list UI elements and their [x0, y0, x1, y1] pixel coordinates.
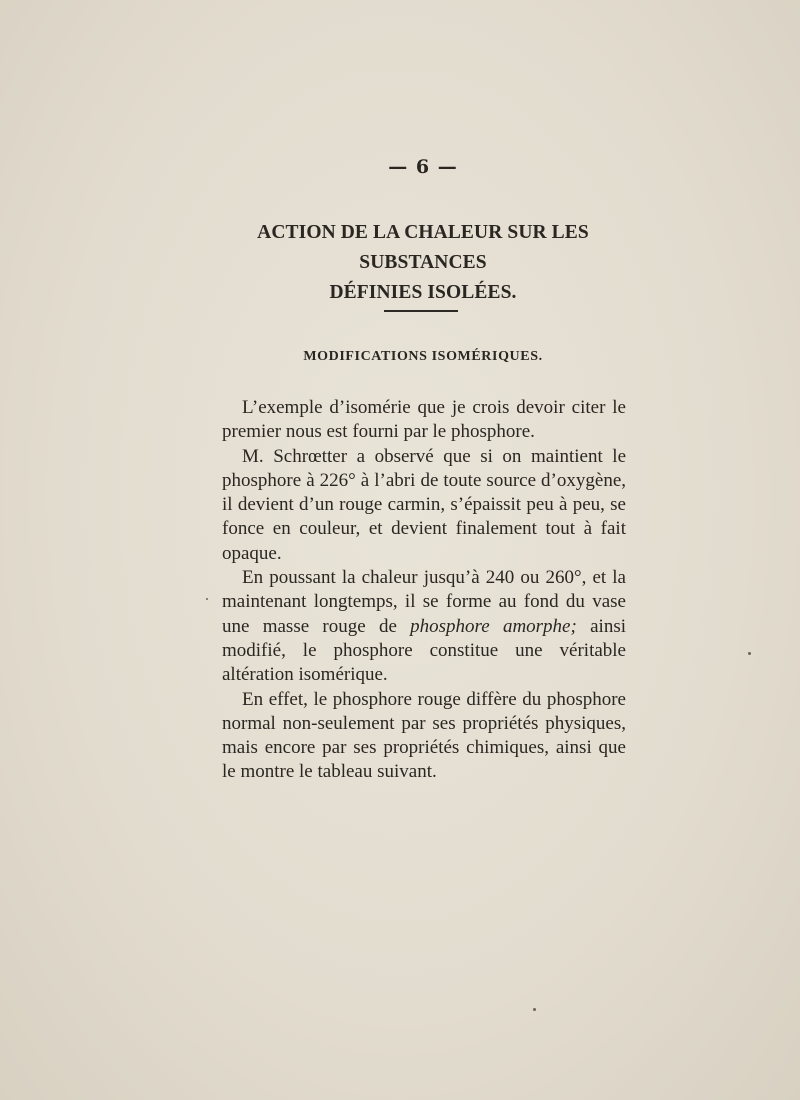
paragraph-3-text-start: En poussant la chaleur jusqu’à 240 ou 260°, et la maintenant longtemps, il se forme au fond du vase une masse rouge de: [222, 567, 626, 637]
section-heading: MODIFICATIONS ISOMÉRIQUES.: [303, 349, 543, 364]
paragraph-1: L’exemple d’isomérie que je crois devoir citer le premier nous est fourni par le phosphore.: [222, 397, 626, 443]
chapter-title-line-2: DÉFINIES ISOLÉES.: [329, 282, 517, 303]
section-divider: [384, 310, 458, 312]
paper-speck: [206, 598, 208, 600]
paragraph-4: En effet, le phosphore rouge diffère du phosphore normal non-seulement par ses propriétés physiques, mais encore par ses propriétés chimiques, ainsi que le montre le tableau suivant.: [222, 688, 626, 783]
paper-speck: [533, 1008, 536, 1011]
paragraph-2: M. Schrœtter a observé que si on maintient le phosphore à 226° à l’abri de toute source d’oxygène, il devient d’un rouge carmin, s’épaissit peu à peu, se fonce en couleur, et devient finalement tout à fait opaque.: [222, 445, 626, 564]
paper-speck: [748, 652, 751, 655]
paragraph-3-italic-term: phosphore amorphe;: [410, 615, 577, 637]
page-number: — 6 —: [388, 156, 458, 178]
body-text: [222, 396, 626, 785]
chapter-title: [200, 218, 646, 308]
chapter-title-line-1: ACTION DE LA CHALEUR SUR LES SUBSTANCES: [257, 222, 589, 273]
paragraph-3: [222, 566, 626, 687]
paragraph-3-text-end: ainsi modifié, le phosphore constitue une véritable altération isomérique.: [222, 615, 626, 686]
